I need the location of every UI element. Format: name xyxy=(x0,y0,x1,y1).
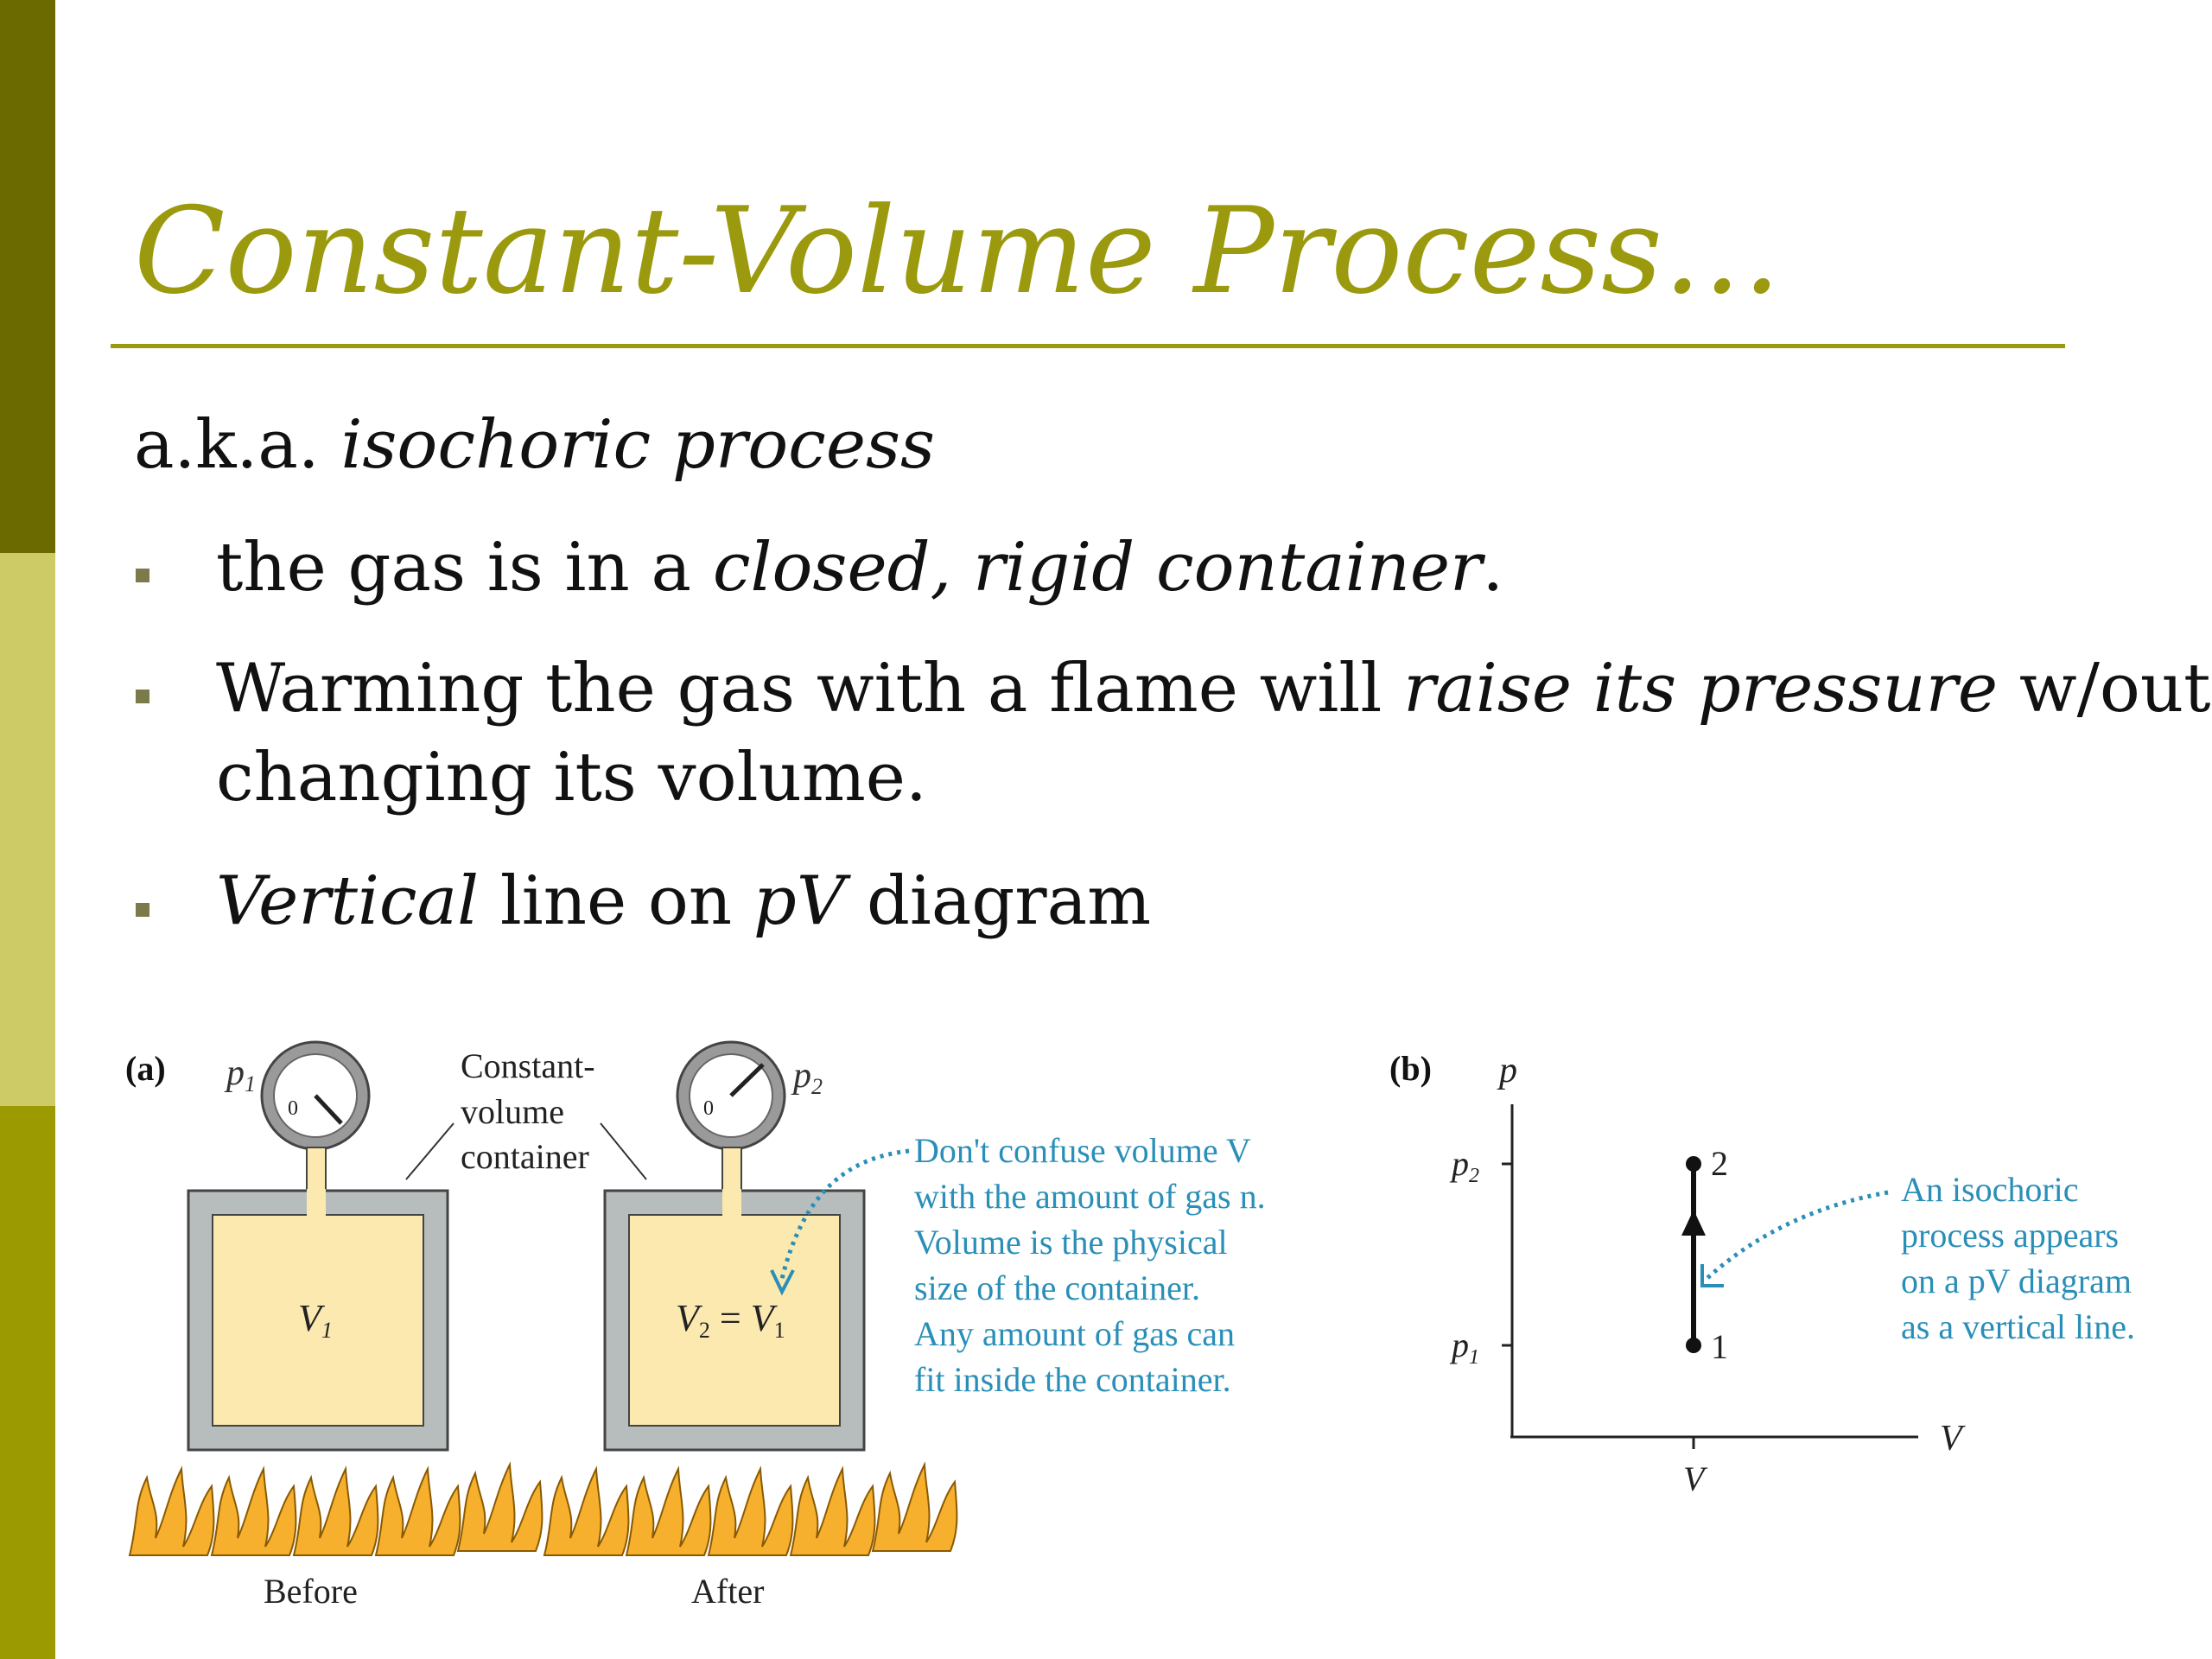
point-2-label: 2 xyxy=(1711,1144,1728,1183)
point-1-label: 1 xyxy=(1711,1327,1728,1366)
bullet-3-part: line on xyxy=(479,862,753,940)
aka-term: isochoric process xyxy=(340,406,936,484)
bullet-2-part: w/out xyxy=(1998,650,2211,728)
flames-before xyxy=(130,1465,542,1555)
y-axis-label: p xyxy=(1499,1051,1517,1090)
panel-a-label: (a) xyxy=(125,1049,166,1088)
bullet-2-part-italic: raise its pressure xyxy=(1403,650,1999,728)
container-label: Constant- volume container xyxy=(461,1046,595,1176)
bullet-1-part: . xyxy=(1482,529,1504,607)
bullet-1-part-italic: closed, rigid container xyxy=(712,529,1483,607)
bullet-3-part-italic: pV xyxy=(753,862,846,940)
before-label: Before xyxy=(264,1572,358,1611)
aka-prefix: a.k.a. xyxy=(134,406,341,484)
bullet-3-part: diagram xyxy=(845,862,1152,940)
bullet-2-line-2: changing its volume. xyxy=(216,739,927,817)
after-label: After xyxy=(691,1572,765,1611)
panel-b-label: (b) xyxy=(1389,1049,1432,1088)
container-pointer-left xyxy=(406,1123,454,1179)
pressure-gauge-after xyxy=(677,1042,785,1149)
bullet-3-part-italic: Vertical xyxy=(216,862,480,940)
note-b: An isochoric process appears on a pV diagram as a vertical line. xyxy=(1901,1170,2135,1346)
bullet-2-part: Warming the gas with a flame will xyxy=(216,650,1404,728)
container-pointer-right xyxy=(601,1123,646,1179)
v2-eq-label: V2 = V1 xyxy=(676,1297,785,1343)
p1-label: p1 xyxy=(226,1053,256,1096)
slide-title: Constant-Volume Process… xyxy=(134,181,1783,321)
gauge-zero-label: 0 xyxy=(703,1097,714,1120)
pressure-gauge-before xyxy=(262,1042,369,1149)
v1-label: V1 xyxy=(298,1297,333,1343)
p2-label: p2 xyxy=(793,1056,823,1099)
gauge-zero-label: 0 xyxy=(288,1097,298,1120)
x-axis-label: V xyxy=(1940,1419,1962,1459)
note-a: Don't confuse volume V with the amount of gas n. Volume is the physical size of the container. Any amount of gas can fit inside the container. xyxy=(914,1131,1266,1399)
y-tick-label-p1: $p_1$ xyxy=(1452,1325,1479,1369)
x-tick-label-v: V xyxy=(1683,1459,1705,1498)
flames-after xyxy=(544,1465,957,1555)
y-tick-label-p2: $p_2$ xyxy=(1452,1144,1479,1187)
bullet-1-part: the gas is in a xyxy=(216,529,713,607)
